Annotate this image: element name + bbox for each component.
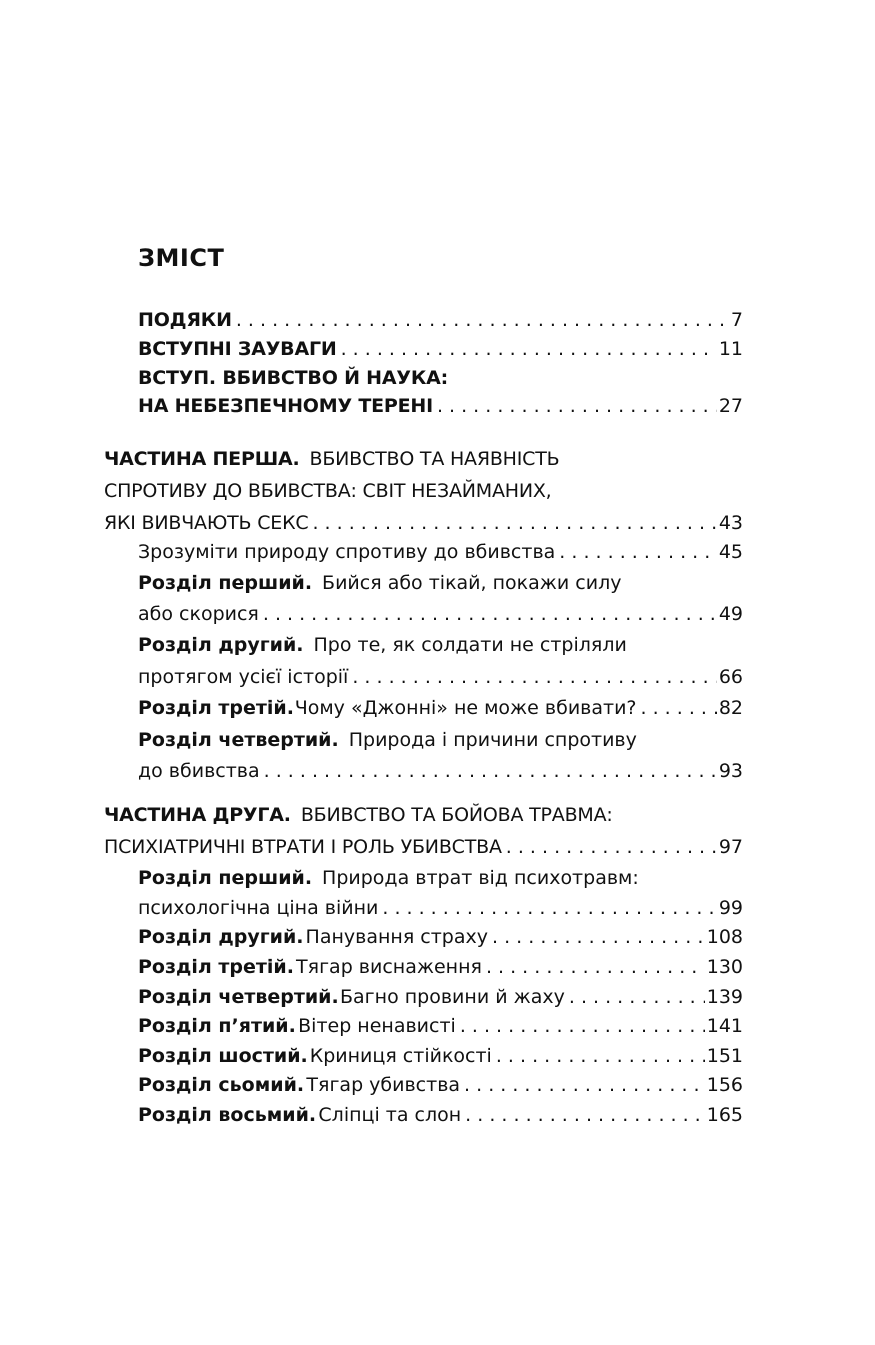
leader-dots (502, 832, 717, 862)
toc-part1-title-line2 (104, 476, 743, 506)
leader-dots (456, 1011, 705, 1041)
page-number: 151 (706, 1045, 743, 1067)
toc-part1-ch1-line1[interactable] (138, 568, 743, 598)
page-number: 141 (706, 1015, 743, 1037)
leader-dots (337, 334, 717, 364)
chapter-title: або скорися (138, 603, 259, 625)
toc-entry-intro-remarks[interactable] (138, 334, 743, 364)
chapter-title: Панування страху (305, 926, 488, 948)
page-number: 45 (718, 541, 743, 563)
leader-dots (259, 599, 717, 629)
chapter-title: Криниця стійкості (309, 1045, 492, 1067)
part-label: ЧАСТИНА ПЕРША. (104, 448, 300, 470)
part-label: ЧАСТИНА ДРУГА. (104, 804, 291, 826)
toc-part1-ch2-line2[interactable] (138, 662, 743, 692)
page-number: 130 (706, 956, 743, 978)
page-number: 156 (706, 1074, 743, 1096)
entry-label: ВСТУПНІ ЗАУВАГИ (138, 338, 337, 360)
toc-part2-ch3[interactable] (138, 952, 743, 982)
page-number: 27 (718, 395, 743, 417)
chapter-title: Про те, як солдати не стріляли (313, 634, 627, 656)
leader-dots (637, 693, 717, 723)
leader-dots (555, 537, 717, 567)
toc-part2-ch2[interactable] (138, 922, 743, 952)
chapter-title: Чому «Джонні» не може вбивати? (294, 697, 637, 719)
part-title: ВБИВСТВО ТА БОЙОВА ТРАВМА: (300, 804, 613, 826)
chapter-title: Вітер ненависті (298, 1015, 456, 1037)
chapter-label: Розділ третій. (138, 956, 294, 978)
page-number: 97 (718, 836, 743, 858)
leader-dots (232, 305, 729, 335)
chapter-label: Розділ четвертий. (138, 729, 339, 751)
leader-dots (433, 391, 717, 421)
chapter-title: Тягар виснаження (296, 956, 482, 978)
toc-part2-title-line1[interactable] (104, 800, 743, 830)
chapter-label: Розділ восьмий. (138, 1104, 317, 1126)
page-number: 49 (718, 603, 743, 625)
toc-part1-title-line1[interactable] (104, 444, 743, 474)
leader-dots (565, 982, 705, 1012)
page-title: ЗМІСТ (138, 244, 225, 272)
leader-dots (348, 662, 716, 692)
entry-title: Зрозуміти природу спротиву до вбивства (138, 541, 556, 563)
toc-part1-ch3[interactable] (138, 693, 743, 723)
leader-dots (492, 1041, 705, 1071)
toc-entry-introduction-line1[interactable] (138, 363, 743, 393)
leader-dots (461, 1100, 705, 1130)
chapter-label: Розділ другий. (138, 634, 304, 656)
chapter-title: Природа і причини спротиву (348, 729, 637, 751)
chapter-title: до вбивства (138, 760, 260, 782)
leader-dots (488, 922, 705, 952)
leader-dots (378, 893, 716, 923)
chapter-label: Розділ перший. (138, 867, 313, 889)
toc-part2-ch8[interactable] (138, 1100, 743, 1130)
toc-part1-title-line3[interactable] (104, 508, 743, 538)
toc-part2-ch4[interactable] (138, 982, 743, 1012)
chapter-title: Бийся або тікай, покажи силу (322, 572, 622, 594)
toc-part1-overview[interactable] (138, 537, 743, 567)
entry-label: ВСТУП. ВБИВСТВО Й НАУКА: (138, 367, 449, 389)
page-number: 82 (718, 697, 743, 719)
page-number: 7 (730, 309, 743, 331)
part-title: ВБИВСТВО ТА НАЯВНІСТЬ (309, 448, 560, 470)
chapter-label: Розділ третій. (138, 697, 294, 719)
entry-label: ПОДЯКИ (138, 309, 232, 331)
leader-dots (308, 508, 716, 538)
part-title: ПСИХІАТРИЧНІ ВТРАТИ І РОЛЬ УБИВСТВА (104, 836, 502, 858)
page-number: 139 (706, 986, 743, 1008)
chapter-title: протягом усієї історії (138, 666, 349, 688)
toc-part2-ch1-line2[interactable] (138, 893, 743, 923)
toc-part1-ch2-line1[interactable] (138, 630, 743, 660)
chapter-label: Розділ шостий. (138, 1045, 308, 1067)
page-number: 66 (718, 666, 743, 688)
toc-part2-ch6[interactable] (138, 1041, 743, 1071)
chapter-label: Розділ п’ятий. (138, 1015, 296, 1037)
chapter-title: Сліпці та слон (318, 1104, 462, 1126)
toc-entry-acknowledgements[interactable] (138, 305, 743, 335)
toc-part1-ch1-line2[interactable] (138, 599, 743, 629)
page-number: 99 (718, 897, 743, 919)
chapter-label: Розділ четвертий. (138, 986, 339, 1008)
chapter-title: психологічна ціна війни (138, 897, 379, 919)
chapter-label: Розділ другий. (138, 926, 304, 948)
toc-part1-ch4-line2[interactable] (138, 756, 743, 786)
chapter-title: Природа втрат від психотравм: (322, 867, 639, 889)
part-title: ЯКІ ВИВЧАЮТЬ СЕКС (104, 512, 309, 534)
entry-label: НА НЕБЕЗПЕЧНОМУ ТЕРЕНІ (138, 395, 433, 417)
chapter-label: Розділ перший. (138, 572, 313, 594)
chapter-title: Тягар убивства (306, 1074, 461, 1096)
toc-part2-title-line2[interactable] (104, 832, 743, 862)
part-title: СПРОТИВУ ДО ВБИВСТВА: СВІТ НЕЗАЙМАНИХ, (104, 480, 552, 502)
toc-part1-ch4-line1[interactable] (138, 725, 743, 755)
page-number: 93 (718, 760, 743, 782)
toc-part2-ch7[interactable] (138, 1070, 743, 1100)
leader-dots (460, 1070, 705, 1100)
toc-part2-ch5[interactable] (138, 1011, 743, 1041)
leader-dots (260, 756, 717, 786)
chapter-title: Багно провини й жаху (340, 986, 565, 1008)
chapter-label: Розділ сьомий. (138, 1074, 305, 1096)
page-number: 165 (706, 1104, 743, 1126)
toc-part2-ch1-line1[interactable] (138, 863, 743, 893)
toc-entry-introduction-line2[interactable] (138, 391, 743, 421)
page-number: 43 (718, 512, 743, 534)
page-number: 11 (718, 338, 743, 360)
leader-dots (482, 952, 705, 982)
page-number: 108 (706, 926, 743, 948)
